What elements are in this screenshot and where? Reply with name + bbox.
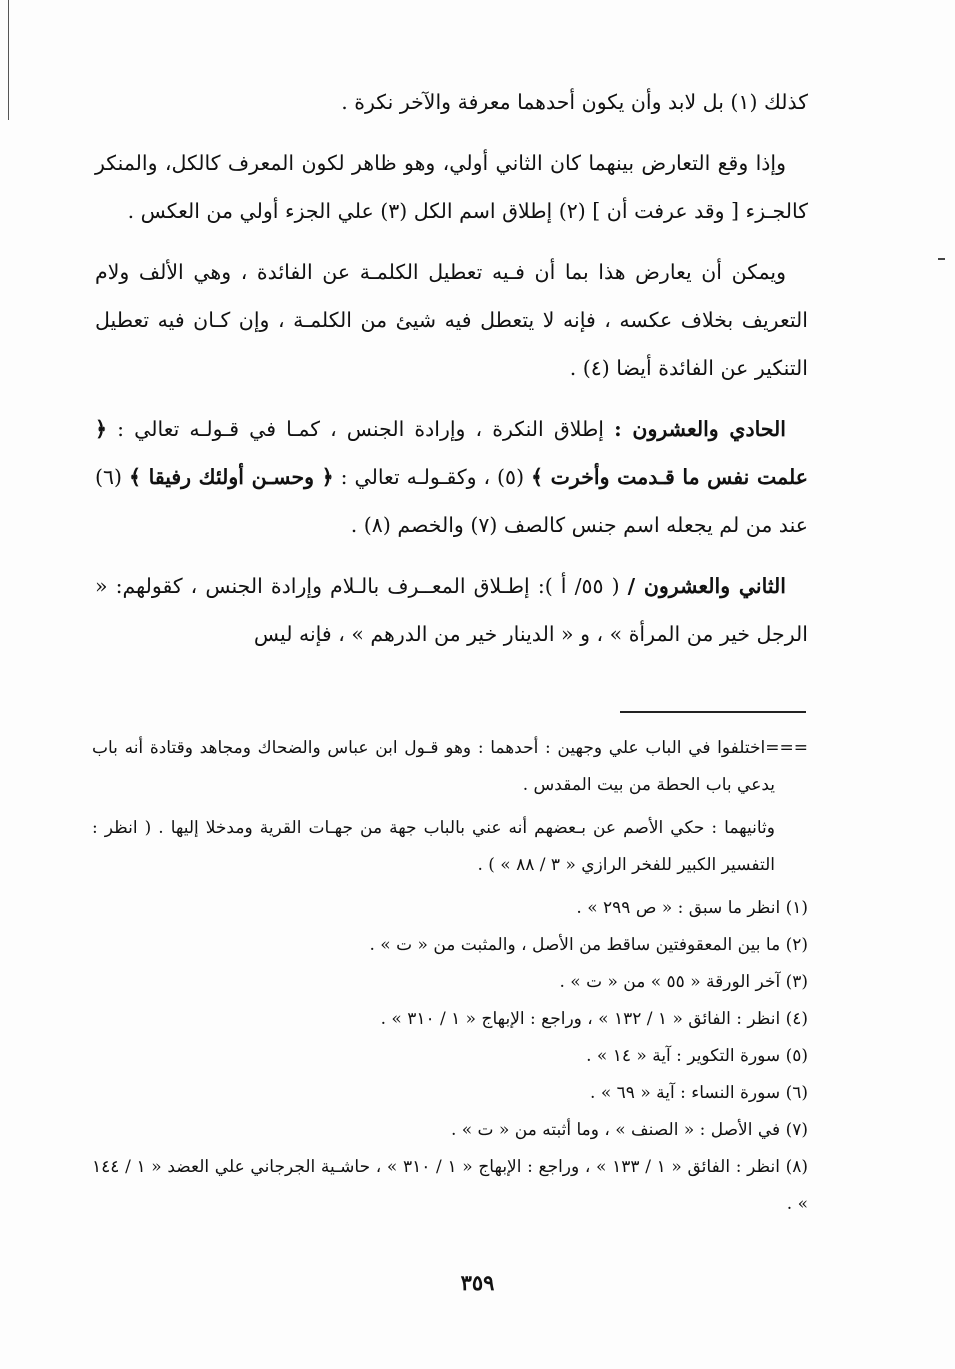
binding-edge-line bbox=[8, 0, 9, 120]
paragraph-5 bbox=[95, 562, 808, 658]
page-number: ٣٥٩ bbox=[460, 1270, 495, 1295]
quran-quote-1: ﴿ علمت نفس ما قـدمت وأخرت ﴾ bbox=[95, 417, 808, 489]
section-heading-22: الثاني والعشرون / bbox=[627, 574, 787, 598]
paragraph-5-text: ( ٥٥/ أ ): إطـلاق المعــرف بالـلام وإرادة الجنس ، كقولهم: « الرجل خير من المرأة » ، و « الدينار خير من الدرهم » ، فإنه ليس bbox=[95, 574, 808, 646]
footnote-3: (٣) آخر الورقة « ٥٥ » من « ت » . bbox=[559, 972, 808, 992]
footnote-1: (١) انظر ما سبق : « ص ٢٩٩ » . bbox=[576, 898, 808, 918]
footnote-2: (٢) ما بين المعقوفتين ساقط من الأصل ، والمثبت من « ت » . bbox=[369, 935, 808, 955]
footnote-6: (٦) سورة النساء : آية « ٦٩ » . bbox=[590, 1083, 808, 1103]
quran-quote-2: ﴿ وحسـن أولئك رفيقا ﴾ bbox=[128, 465, 334, 489]
paragraph-1: كذلك (١) بل لابد وأن يكون أحدهما معرفة والآخر نكرة . bbox=[341, 90, 808, 114]
footnote-separator bbox=[620, 711, 806, 713]
paragraph-4-text-3: (٦) عند من لم يجعله اسم جنس كالصف (٧) والخصم (٨) . bbox=[95, 465, 808, 537]
footnotes bbox=[92, 730, 808, 1223]
footnote-continuation-2: وثانيهما : حكي الأصم عن بـعضهم أنه عني بالباب جهة من جهـات القرية ومدخلا إليها . ( انظر : التفسير الكبير للفخر الرازي « ٣ / ٨٨ » ) . bbox=[92, 818, 775, 875]
section-heading-21: الحادي والعشرون : bbox=[614, 417, 786, 441]
footnote-4: (٤) انظر : الفائق « ١ / ١٣٢ » ، وراجع : الإبهاج « ١ / ٣١٠ » . bbox=[380, 1009, 808, 1029]
footnote-continuation-1: ===اختلفوا في الباب علي وجهين : أحدهما : وهو قـول ابن عباس والضحاك ومجاهد وقتادة أنه باب يدعي باب الحطة من بيت المقدس . bbox=[92, 738, 808, 795]
paragraph-2: وإذا وقع التعارض بينهما كان الثاني أولي، وهو ظاهر لكون المعرف كالكل، والمنكر كالجـزء [ وقد عرفت أن ] (٢) إطلاق اسم الكل (٣) علي الجزء أولي من العكس . bbox=[95, 151, 808, 223]
paragraph-4-text-1: إطلاق النكرة ، وإرادة الجنس ، كمـا في قـولـه تعالي : bbox=[107, 417, 615, 441]
footnote-8: (٨) انظر : الفائق « ١ / ١٣٣ » ، وراجع : الإبهاج « ١ / ٣١٠ » ، حاشـية الجرجاني علي العضد « ١ / ١٤٤ » . bbox=[92, 1157, 809, 1214]
paragraph-4-text-2: (٥) ، وكقـولـه تعالي : bbox=[333, 465, 532, 489]
paragraph-4 bbox=[95, 405, 808, 549]
footnote-7: (٧) في الأصل : « الصنف » ، وما أثبته من « ت » . bbox=[450, 1120, 808, 1140]
paragraph-3: ويمكن أن يعارض هذا بما أن فـيه تعطيل الكلمـة عن الفائدة ، وهي الألف ولام التعريف بخلاف عكسه ، فإنه لا يتعطل فيه شيئ من الكلمـة ، وإن كـان فيه تعطيل التنكير عن الفائدة أيضا (٤) . bbox=[95, 260, 808, 380]
main-text bbox=[95, 78, 808, 671]
margin-mark bbox=[938, 258, 945, 260]
footnote-5: (٥) سورة التكوير : آية « ١٤ » . bbox=[586, 1046, 808, 1066]
